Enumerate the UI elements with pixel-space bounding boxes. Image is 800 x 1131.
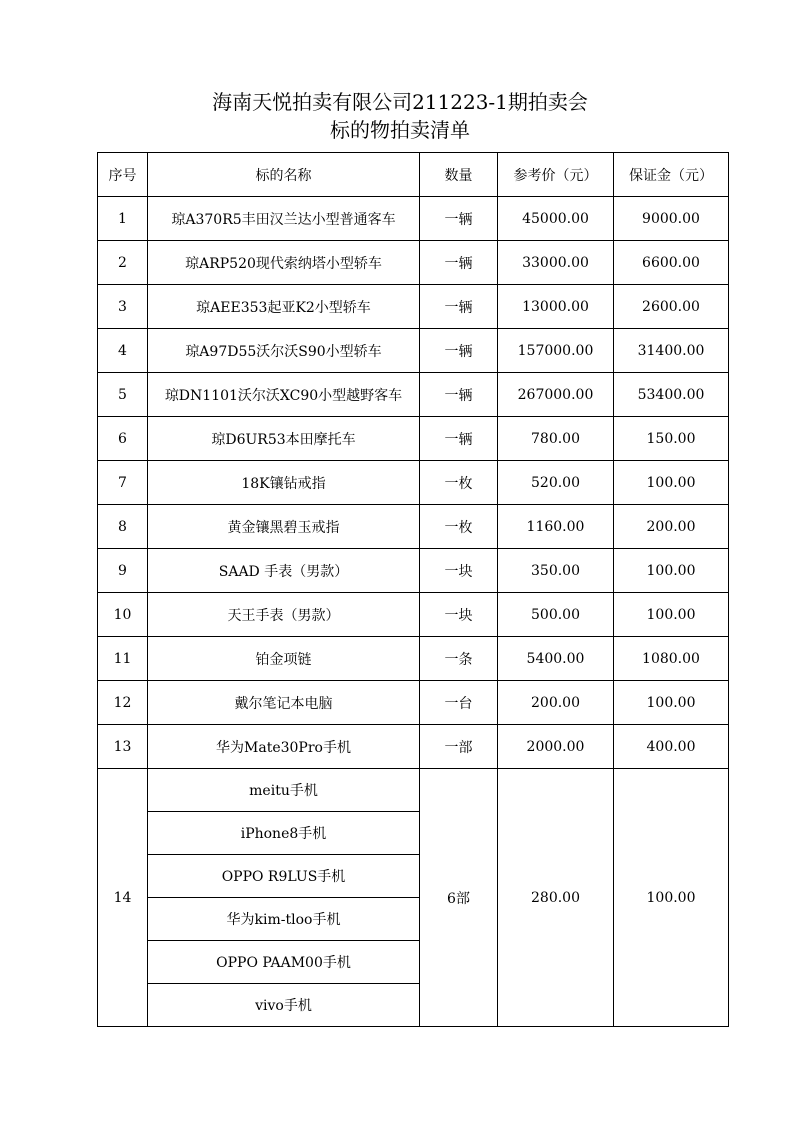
- cell-ref-price: 2000.00: [498, 725, 614, 769]
- cell-qty: 一条: [420, 637, 498, 681]
- cell-deposit: 100.00: [614, 461, 729, 505]
- cell-name: vivo手机: [148, 984, 420, 1027]
- cell-seq: 12: [98, 681, 148, 725]
- cell-name: 黄金镶黑碧玉戒指: [148, 505, 420, 549]
- table-row-group: [98, 769, 729, 812]
- cell-qty: 6部: [420, 769, 498, 1027]
- cell-name: 琼ARP520现代索纳塔小型轿车: [148, 241, 420, 285]
- cell-name: 戴尔笔记本电脑: [148, 681, 420, 725]
- table-row: [98, 593, 729, 637]
- table-row: [98, 725, 729, 769]
- cell-qty: 一枚: [420, 505, 498, 549]
- cell-deposit: 100.00: [614, 593, 729, 637]
- cell-seq: 14: [98, 769, 148, 1027]
- table-row: [98, 417, 729, 461]
- cell-deposit: 150.00: [614, 417, 729, 461]
- cell-deposit: 31400.00: [614, 329, 729, 373]
- cell-deposit: 100.00: [614, 769, 729, 1027]
- cell-qty: 一辆: [420, 285, 498, 329]
- table-row: [98, 637, 729, 681]
- table-header-row: [98, 153, 729, 197]
- table-row: [98, 241, 729, 285]
- cell-seq: 11: [98, 637, 148, 681]
- cell-qty: 一辆: [420, 373, 498, 417]
- auction-items-table: [97, 152, 729, 1027]
- cell-name: 华为kim-tloo手机: [148, 898, 420, 941]
- cell-name: 琼DN1101沃尔沃XC90小型越野客车: [148, 373, 420, 417]
- cell-deposit: 6600.00: [614, 241, 729, 285]
- cell-name: OPPO R9LUS手机: [148, 855, 420, 898]
- cell-seq: 1: [98, 197, 148, 241]
- cell-seq: 3: [98, 285, 148, 329]
- cell-ref-price: 33000.00: [498, 241, 614, 285]
- table-row: [98, 285, 729, 329]
- cell-deposit: 53400.00: [614, 373, 729, 417]
- cell-ref-price: 280.00: [498, 769, 614, 1027]
- cell-ref-price: 500.00: [498, 593, 614, 637]
- header-ref-price: 参考价（元）: [498, 153, 614, 197]
- cell-ref-price: 1160.00: [498, 505, 614, 549]
- table-row: [98, 549, 729, 593]
- cell-seq: 13: [98, 725, 148, 769]
- cell-deposit: 400.00: [614, 725, 729, 769]
- cell-seq: 9: [98, 549, 148, 593]
- cell-seq: 2: [98, 241, 148, 285]
- cell-deposit: 1080.00: [614, 637, 729, 681]
- header-name: 标的名称: [148, 153, 420, 197]
- table-row: [98, 197, 729, 241]
- cell-qty: 一部: [420, 725, 498, 769]
- cell-ref-price: 780.00: [498, 417, 614, 461]
- cell-ref-price: 157000.00: [498, 329, 614, 373]
- cell-name: 铂金项链: [148, 637, 420, 681]
- cell-name: 琼D6UR53本田摩托车: [148, 417, 420, 461]
- cell-seq: 4: [98, 329, 148, 373]
- document-subtitle: 标的物拍卖清单: [330, 118, 470, 142]
- cell-deposit: 9000.00: [614, 197, 729, 241]
- cell-seq: 8: [98, 505, 148, 549]
- cell-ref-price: 45000.00: [498, 197, 614, 241]
- table-row: [98, 373, 729, 417]
- cell-ref-price: 520.00: [498, 461, 614, 505]
- cell-qty: 一枚: [420, 461, 498, 505]
- cell-qty: 一辆: [420, 197, 498, 241]
- cell-ref-price: 267000.00: [498, 373, 614, 417]
- cell-name: meitu手机: [148, 769, 420, 812]
- cell-name: 18K镶钻戒指: [148, 461, 420, 505]
- header-qty: 数量: [420, 153, 498, 197]
- cell-name: 华为Mate30Pro手机: [148, 725, 420, 769]
- cell-name: 天王手表（男款）: [148, 593, 420, 637]
- cell-qty: 一块: [420, 549, 498, 593]
- cell-name: SAAD 手表（男款）: [148, 549, 420, 593]
- cell-deposit: 200.00: [614, 505, 729, 549]
- cell-seq: 10: [98, 593, 148, 637]
- cell-name: iPhone8手机: [148, 812, 420, 855]
- cell-name: 琼AEE353起亚K2小型轿车: [148, 285, 420, 329]
- cell-name: OPPO PAAM00手机: [148, 941, 420, 984]
- cell-ref-price: 200.00: [498, 681, 614, 725]
- cell-deposit: 100.00: [614, 549, 729, 593]
- cell-qty: 一台: [420, 681, 498, 725]
- header-deposit: 保证金（元）: [614, 153, 729, 197]
- cell-deposit: 2600.00: [614, 285, 729, 329]
- cell-ref-price: 13000.00: [498, 285, 614, 329]
- cell-qty: 一辆: [420, 329, 498, 373]
- table-row: [98, 505, 729, 549]
- cell-qty: 一辆: [420, 241, 498, 285]
- header-seq: 序号: [98, 153, 148, 197]
- table-row: [98, 681, 729, 725]
- cell-name: 琼A370R5丰田汉兰达小型普通客车: [148, 197, 420, 241]
- cell-qty: 一块: [420, 593, 498, 637]
- table-row: [98, 329, 729, 373]
- cell-qty: 一辆: [420, 417, 498, 461]
- cell-name: 琼A97D55沃尔沃S90小型轿车: [148, 329, 420, 373]
- table-row: [98, 461, 729, 505]
- cell-seq: 6: [98, 417, 148, 461]
- document-title: 海南天悦拍卖有限公司211223-1期拍卖会: [212, 90, 588, 114]
- cell-deposit: 100.00: [614, 681, 729, 725]
- cell-seq: 5: [98, 373, 148, 417]
- cell-seq: 7: [98, 461, 148, 505]
- cell-ref-price: 350.00: [498, 549, 614, 593]
- cell-ref-price: 5400.00: [498, 637, 614, 681]
